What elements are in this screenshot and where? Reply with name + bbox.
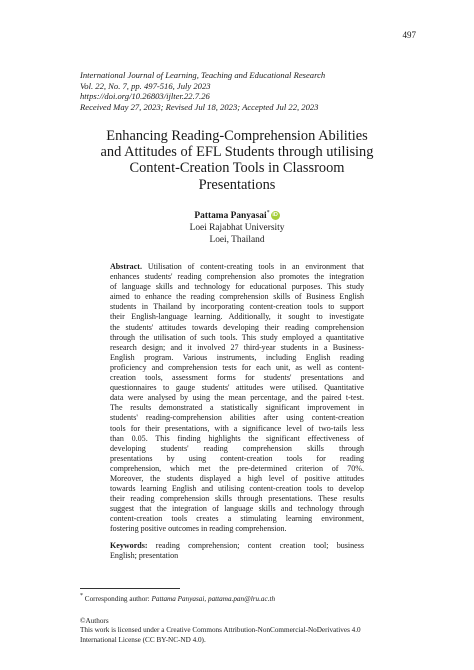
keywords-label: Keywords: xyxy=(110,541,148,550)
abstract-line: than 0.05. This finding highlights the significant effectiveness of xyxy=(110,433,364,443)
abstract-line: English program. Various instruments, including English reading xyxy=(110,352,364,362)
title-line: Enhancing Reading-Comprehension Abilities xyxy=(106,128,368,144)
title-line: and Attitudes of EFL Students through utilising xyxy=(100,144,374,161)
author-affiliation: Loei Rajabhat University xyxy=(189,222,285,233)
journal-name: International Journal of Learning, Teaching and Educational Research xyxy=(80,70,326,80)
abstract-line: content-creation tools creates a stimulating learning environment, xyxy=(110,514,364,524)
title-line: Content-Creation Tools in Classroom xyxy=(129,160,345,177)
footnote-value[interactable]: Pattama Panyasai, pattama.pan@lru.ac.th xyxy=(151,595,276,603)
journal-dates: Received May 27, 2023; Revised Jul 18, 2023; Accepted Jul 22, 2023 xyxy=(80,101,319,112)
abstract-line: their reading comprehension skills through presentations. These results xyxy=(110,494,364,504)
paper-title xyxy=(60,128,414,193)
abstract-line: students in Thailand by incorporating content-creation tools to support xyxy=(110,302,364,312)
abstract-line: students' reading-comprehension abilities after using content-creation xyxy=(110,413,364,423)
abstract-line: The results demonstrated a statistically significant improvement in xyxy=(110,403,364,413)
author-name: Pattama Panyasai xyxy=(194,211,267,221)
journal-info xyxy=(80,70,400,112)
author-block xyxy=(0,208,474,246)
abstract-line: through the utilisation of such tools. This study employed a quantitative xyxy=(110,332,364,342)
abstract-line: of language skills and technology for educational purposes. This study xyxy=(110,282,364,292)
abstract-line: their English-language learning. Additionally, it sought to investigate xyxy=(110,312,364,322)
copyright: ©Authors xyxy=(80,617,109,625)
journal-issue: Vol. 22, No. 7, pp. 497-516, July 2023 xyxy=(80,80,211,91)
abstract-line: creation tools, assessment forms for students' presentations and xyxy=(110,373,364,383)
orcid-icon[interactable]: iD xyxy=(272,212,278,218)
abstract-line: suggest that the integration of language skills and technology through xyxy=(110,504,364,514)
abstract-line: the students' attitudes towards developing their reading comprehension xyxy=(110,322,364,332)
license-block xyxy=(80,617,400,645)
abstract-line: presentations by using content-creation tools for reading xyxy=(110,453,364,463)
keywords-line: English; presentation xyxy=(110,551,179,561)
author-marker: * xyxy=(266,210,270,216)
abstract-line: Moreover, the students displayed a high level of positive attitudes xyxy=(110,473,364,483)
footnote-marker: * xyxy=(80,593,83,599)
abstract-line: fostering positive outcomes in reading comprehension. xyxy=(110,524,287,534)
footnote-divider xyxy=(80,588,180,589)
title-line: Presentations xyxy=(198,176,276,193)
abstract-line xyxy=(110,262,364,272)
journal-doi[interactable]: https://doi.org/10.26803/ijlter.22.7.26 xyxy=(80,91,210,102)
abstract-line: proficiency and comprehension tests for each unit, as well as content- xyxy=(110,362,364,372)
footnote xyxy=(80,592,275,604)
footnote-label: Corresponding author: xyxy=(84,595,150,603)
abstract-body xyxy=(110,272,364,534)
abstract-line: enhances students' reading comprehension also promotes the integration xyxy=(110,272,364,282)
abstract-line: aimed to enhance the reading comprehension skills of Business English xyxy=(110,292,364,302)
license-line[interactable]: This work is licensed under a Creative Commons Attribution-NonCommercial-NoDerivatives 4.0 xyxy=(80,626,361,635)
abstract-first-line: Utilisation of content-creating tools in an environment that xyxy=(147,262,364,271)
page-number: 497 xyxy=(402,30,416,40)
abstract-line: questionnaires to gauge students' attitudes were utilised. Quantitative xyxy=(110,383,364,393)
author-location: Loei, Thailand xyxy=(209,234,265,245)
abstract-label: Abstract. xyxy=(110,262,142,271)
abstract-line: comprehension, which met the pre-determined criterion of 70%. xyxy=(110,463,364,473)
keywords-line xyxy=(110,541,364,551)
abstract-line: towards learning English and utilising content-creation tools to develop xyxy=(110,484,364,494)
abstract xyxy=(110,262,364,535)
abstract-line: tools for their presentations, with a significance level of two-tails less xyxy=(110,423,364,433)
keywords xyxy=(110,541,364,561)
abstract-line: developing students' reading comprehension skills through xyxy=(110,443,364,453)
keywords-text: reading comprehension; content creation tool; business xyxy=(155,541,364,550)
license-line: International License (CC BY-NC-ND 4.0). xyxy=(80,635,206,644)
abstract-line: data were analysed by using the mean percentage, and the paired t-test. xyxy=(110,393,364,403)
abstract-line: research design; and it involved 27 third-year students in a Business- xyxy=(110,342,364,352)
